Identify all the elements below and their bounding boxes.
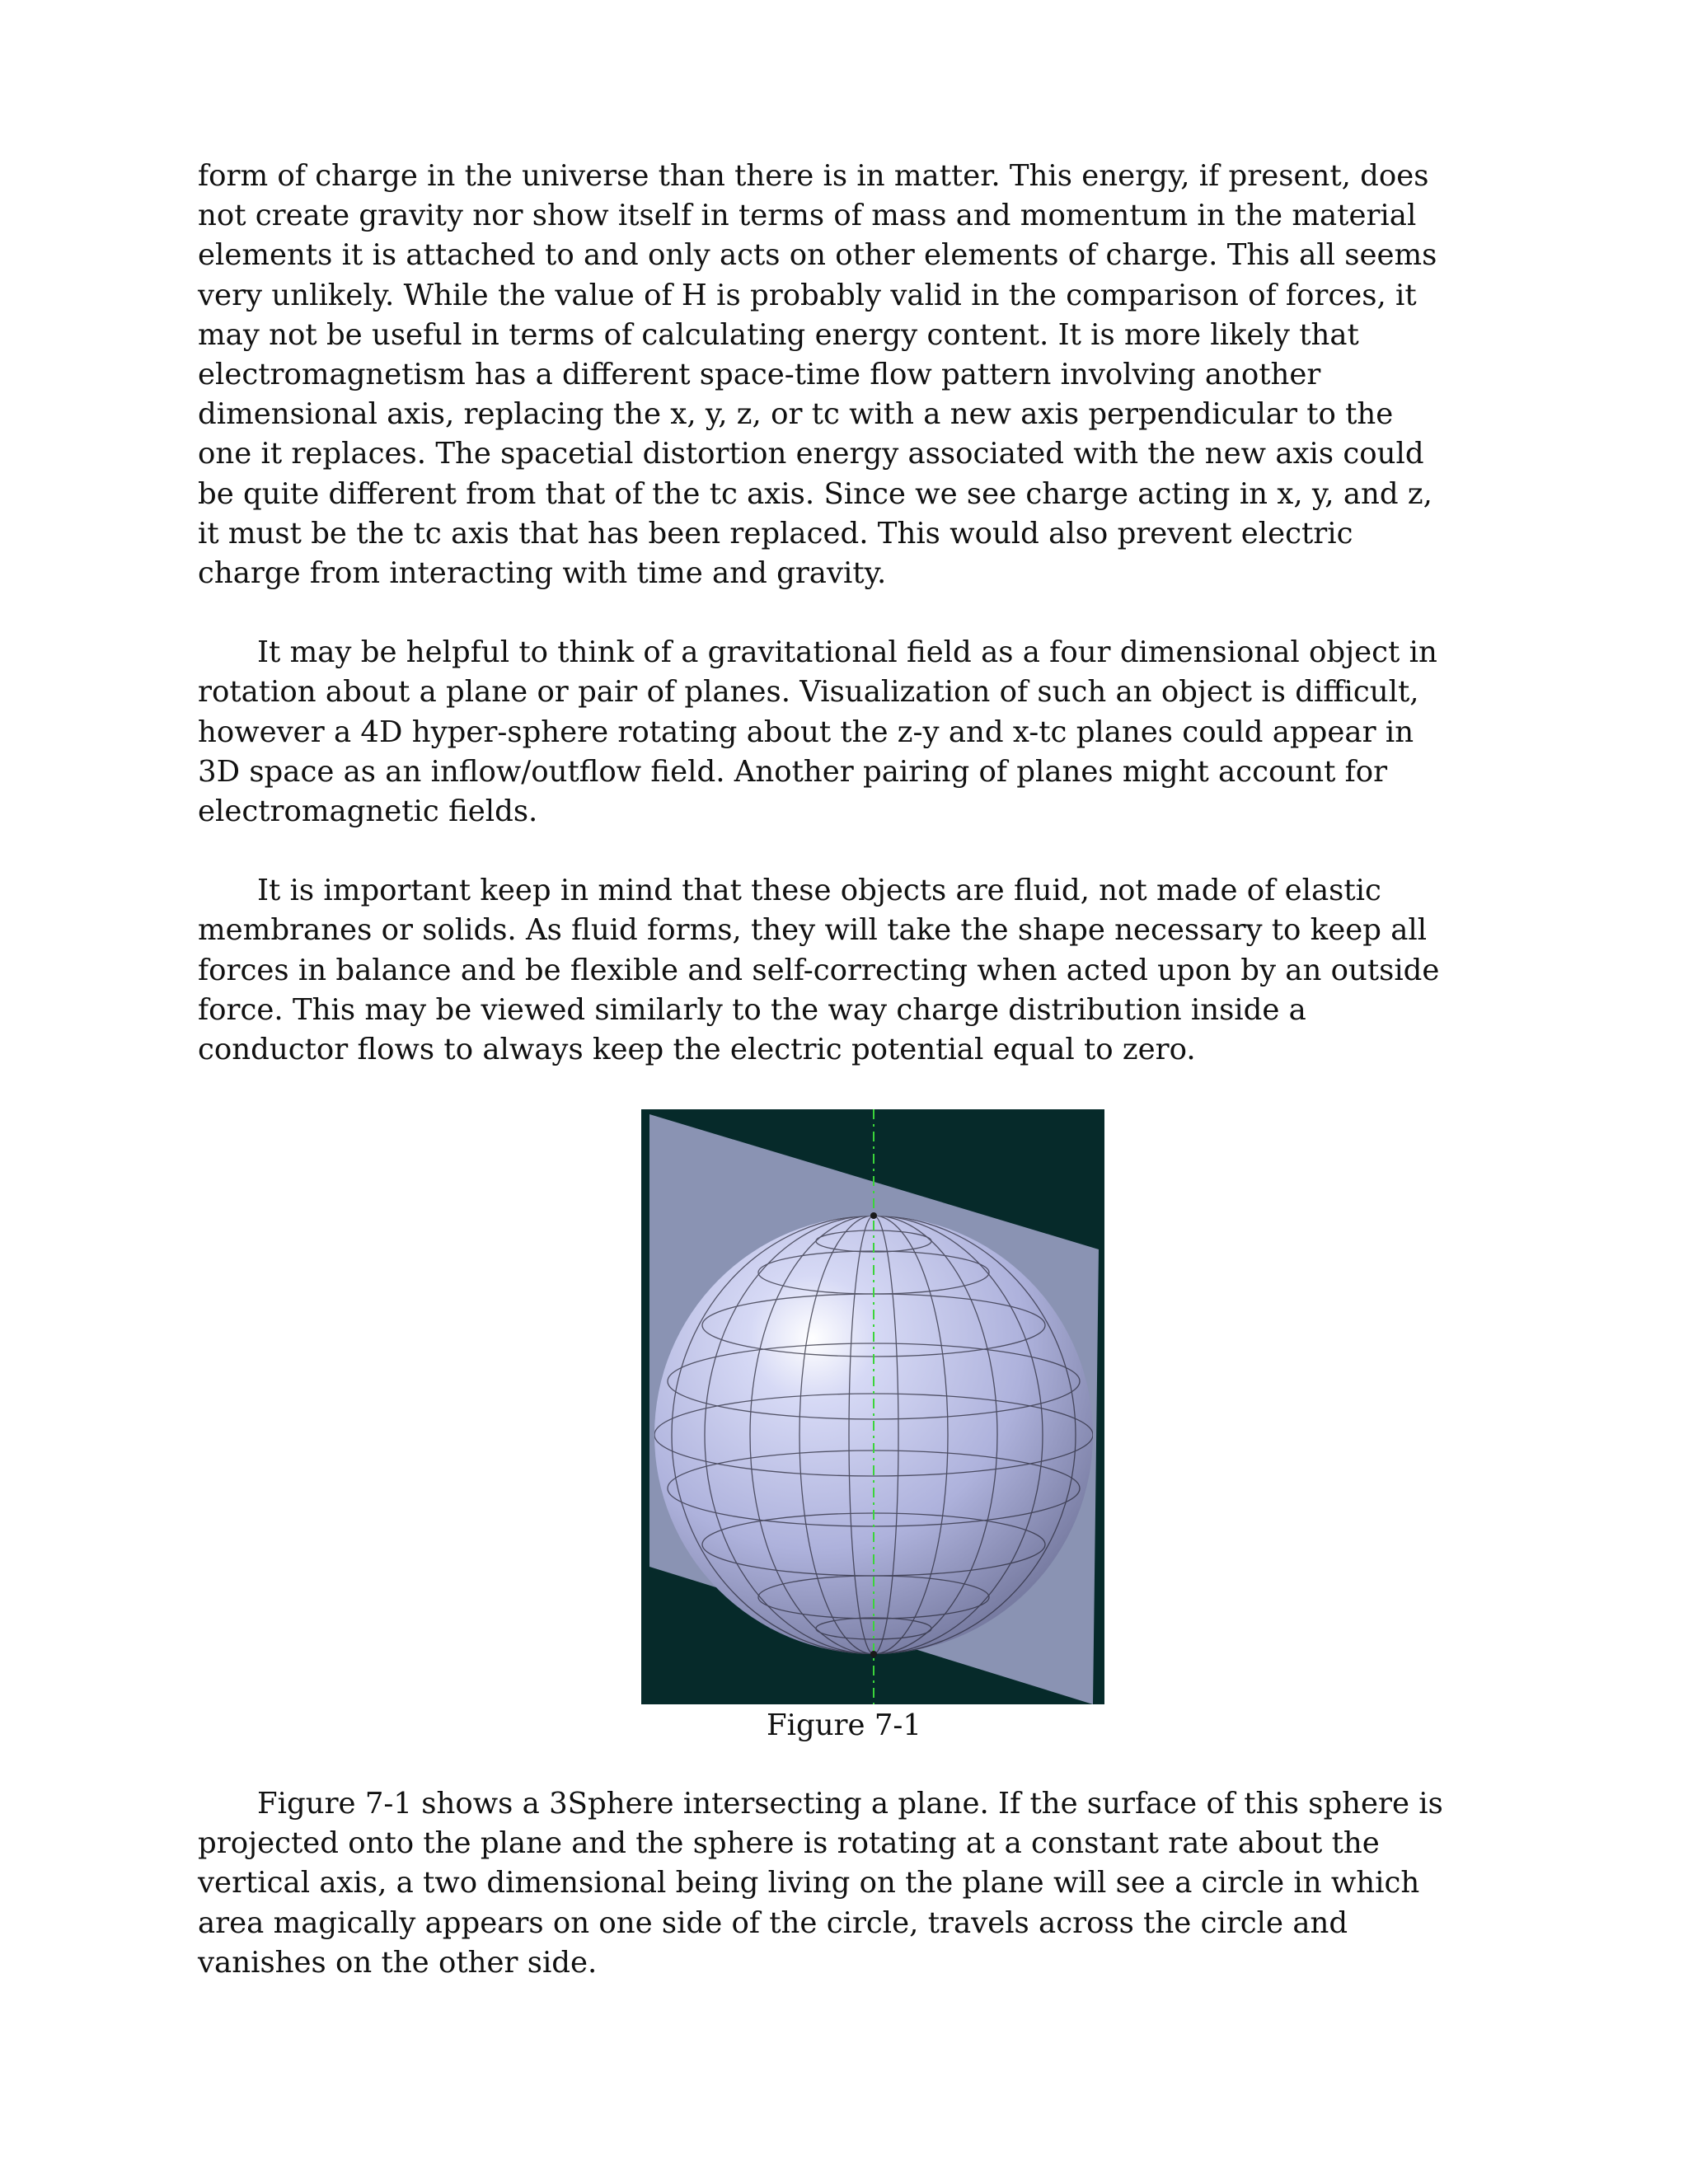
figure-caption: Figure 7-1 — [766, 1708, 921, 1742]
text-line: membranes or solids. As fluid forms, they will take the shape necessary to keep all — [198, 913, 1428, 948]
text-line: 3D space as an inflow/outflow field. Another pairing of planes might account for — [198, 754, 1388, 789]
text-line: it must be the tc axis that has been replaced. This would also prevent electric — [198, 516, 1353, 551]
text-line: forces in balance and be flexible and self-correcting when acted upon by an outside — [198, 953, 1440, 987]
paragraph-2 — [198, 633, 1517, 832]
sphere-plane-illustration — [641, 1109, 1104, 1704]
text-line: very unlikely. While the value of H is probably valid in the comparison of forces, it — [198, 278, 1417, 312]
text-line: rotation about a plane or pair of planes. Visualization of such an object is difficult, — [198, 675, 1419, 710]
paragraph-4 — [198, 1784, 1533, 1983]
text-line: however a 4D hyper-sphere rotating about the z-y and x-tc planes could appear in — [198, 715, 1414, 749]
text-line: elements it is attached to and only acts on other elements of charge. This all seems — [198, 238, 1437, 273]
text-line: may not be useful in terms of calculating energy content. It is more likely that — [198, 317, 1359, 352]
text-line: It is important keep in mind that these objects are fluid, not made of elastic — [257, 874, 1381, 908]
text-line: vertical axis, a two dimensional being living on the plane will see a circle in which — [198, 1866, 1420, 1900]
text-line: force. This may be viewed similarly to the way charge distribution inside a — [198, 992, 1306, 1027]
text-line: not create gravity nor show itself in terms of mass and momentum in the material — [198, 199, 1417, 233]
north-pole-marker — [870, 1212, 877, 1219]
paragraph-1 — [198, 157, 1517, 593]
figure-7-1 — [641, 1109, 1104, 1704]
text-line: form of charge in the universe than there is in matter. This energy, if present, does — [198, 159, 1429, 193]
body-text-after-figure — [198, 1784, 1533, 1983]
text-line: one it replaces. The spacetial distortion energy associated with the new axis could — [198, 437, 1424, 471]
text-line: area magically appears on one side of the circle, travels across the circle and — [198, 1905, 1348, 1940]
south-pole-marker — [870, 1651, 877, 1657]
text-line: It may be helpful to think of a gravitational field as a four dimensional object in — [257, 635, 1437, 670]
text-line: Figure 7-1 shows a 3Sphere intersecting a plane. If the surface of this sphere is — [257, 1787, 1443, 1821]
text-line: electromagnetism has a different space-time flow pattern involving another — [198, 358, 1321, 392]
body-text — [198, 157, 1517, 1070]
text-line: dimensional axis, replacing the x, y, z, or tc with a new axis perpendicular to the — [198, 397, 1394, 432]
text-line: conductor flows to always keep the electric potential equal to zero. — [198, 1033, 1196, 1067]
paragraph-3 — [198, 871, 1517, 1070]
text-line: be quite different from that of the tc axis. Since we see charge acting in x, y, and z, — [198, 476, 1432, 511]
text-line: electromagnetic fields. — [198, 794, 538, 829]
text-line: projected onto the plane and the sphere is rotating at a constant rate about the — [198, 1826, 1380, 1861]
text-line: vanishes on the other side. — [198, 1945, 598, 1980]
text-line: charge from interacting with time and gravity. — [198, 556, 887, 591]
